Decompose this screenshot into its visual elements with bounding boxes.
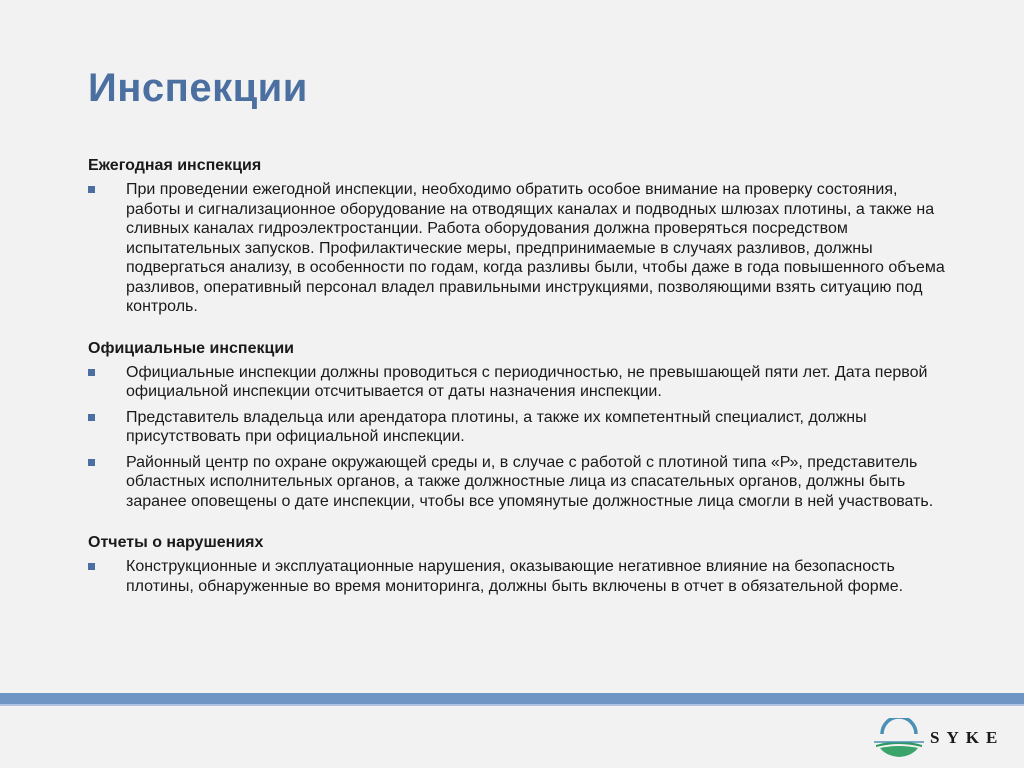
square-bullet-icon — [88, 563, 95, 570]
slide-content — [88, 156, 948, 618]
section-heading: Официальные инспекции — [88, 339, 294, 357]
footer-band-line — [0, 704, 1024, 706]
section-heading: Ежегодная инспекция — [88, 157, 262, 174]
square-bullet-icon — [88, 369, 95, 376]
bullet-item — [88, 408, 948, 447]
syke-logo — [874, 718, 1004, 760]
bullet-item — [88, 557, 948, 596]
bullet-text: Районный центр по охране окружающей среды и, в случае с работой с плотиной типа «Р», представитель областных исполнительных органов, а также должностные лица из спасательных органов, должны быть заранее оповещены о дате инспекции, чтобы все упомянутые должностные лица смогли в ней участвовать. — [126, 453, 934, 510]
bullet-text: Конструкционные и эксплуатационные нарушения, оказывающие негативное влияние на безопасность плотины, обнаруженные во время мониторинга, должны быть включены в отчет в обязательной форме. — [126, 558, 904, 595]
footer-band — [0, 693, 1024, 704]
square-bullet-icon — [88, 414, 95, 421]
bullet-item — [88, 363, 948, 402]
square-bullet-icon — [88, 186, 95, 193]
section-official-inspections — [88, 339, 948, 512]
bullet-item — [88, 453, 948, 512]
bullet-text: Официальные инспекции должны проводиться с периодичностью, не превышающей пяти лет. Дата первой официальной инспекции отсчитывается от даты назначения инспекции. — [126, 363, 928, 400]
syke-logo-icon — [874, 718, 924, 760]
logo-text: SYKE — [930, 728, 1005, 747]
bullet-text: При проведении ежегодной инспекции, необходимо обратить особое внимание на проверку состояния, работы и сигнализационное оборудование на отводящих каналах и подводных шлюзах плотины, а также на сливных каналах гидроэлектростанции. Работа оборудования должна проверяться посредством испытательных запусков. Профилактические меры, предпринимаемые в случаях разливов, должны подвергаться анализу, в особенности по годам, когда разливы были, чтобы даже в года повышенного объема разливов, оперативный персонал владел правильными инструкциями, позволяющими взять ситуацию под контроль. — [126, 181, 945, 315]
bullet-item — [88, 180, 948, 317]
section-heading: Отчеты о нарушениях — [88, 534, 264, 551]
square-bullet-icon — [88, 459, 95, 466]
section-annual-inspection — [88, 156, 948, 317]
bullet-text: Представитель владельца или арендатора плотины, а также их компетентный специалист, должны присутствовать при официальной инспекции. — [126, 408, 867, 445]
section-violation-reports — [88, 533, 948, 596]
slide-title: Инспекции — [88, 66, 308, 110]
